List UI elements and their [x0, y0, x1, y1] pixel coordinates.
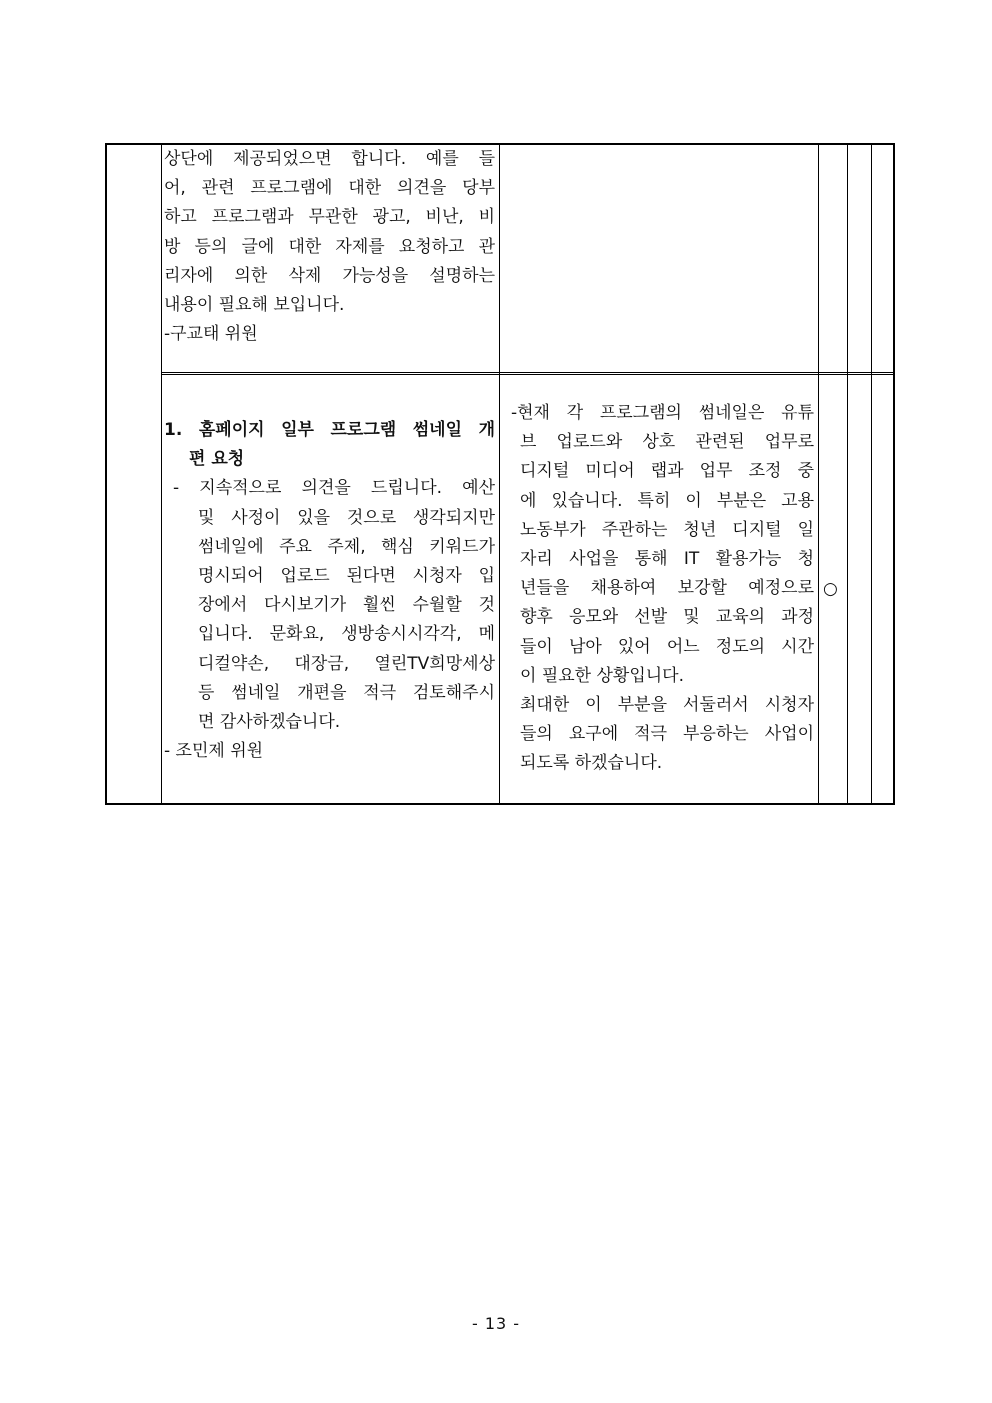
opinion-line: 장에서 다시보기가 훨씬 수월할 것 [198, 595, 495, 616]
response-line: 들이 남아 있어 어느 정도의 시간 [520, 636, 814, 657]
response-line: 들의 요구에 적극 부응하는 사업이 [520, 724, 814, 745]
opinion-line: 입니다. 문화요, 생방송시시각각, 메 [198, 624, 495, 645]
row2-response-cell [511, 399, 814, 779]
column-divider [847, 145, 848, 803]
opinion-line: 및 사정이 있을 것으로 생각되지만 [198, 507, 495, 528]
response-line: 자리 사업을 통해 IT 활용가능 청 [520, 549, 814, 570]
opinion-line: 방 등의 글에 대한 자제를 요청하고 관 [164, 236, 495, 257]
response-line: 년들을 채용하여 보강할 예정으로 [520, 578, 814, 599]
opinion-line: 내용이 필요해 보입니다. [164, 295, 345, 316]
response-line: 최대한 이 부분을 서둘러서 시청자 [520, 695, 814, 716]
row-divider [162, 372, 893, 373]
review-table [105, 143, 895, 805]
opinion-line: 명시되어 업로드 된다면 시청자 입 [198, 566, 495, 587]
opinion-line: 리자에 의한 삭제 가능성을 설명하는 [164, 265, 495, 286]
acceptance-mark: ○ [823, 579, 838, 599]
row2-opinion-cell [164, 416, 495, 766]
response-line: 브 업로드와 상호 관련된 업무로 [520, 432, 814, 453]
response-line: 향후 응모와 선발 및 교육의 과정 [520, 607, 814, 628]
response-line: 이 필요한 상황입니다. [520, 665, 685, 686]
response-line: 되도록 하겠습니다. [520, 753, 663, 774]
row-divider [162, 374, 893, 375]
response-line: -현재 각 프로그램의 썸네일은 유튜 [511, 403, 814, 423]
opinion-line: 등 썸네일 개편을 적극 검토해주시 [198, 682, 495, 703]
opinion-line: 하고 프로그램과 무관한 광고, 비난, 비 [164, 207, 495, 228]
opinion-line: 어, 관련 프로그램에 대한 의견을 당부 [164, 178, 495, 199]
response-line: 에 있습니다. 특히 이 부분은 고용 [520, 490, 814, 511]
column-divider [871, 145, 872, 803]
column-divider [818, 145, 819, 803]
committee-member: -구교태 위원 [164, 324, 258, 345]
opinion-line: - 지속적으로 의견을 드립니다. 예산 [173, 478, 495, 499]
opinion-line: 썸네일에 주요 주제, 핵심 키워드가 [198, 536, 495, 557]
opinion-line: 디컬약손, 대장금, 열린TV희망세상 [198, 653, 495, 674]
column-divider [161, 145, 162, 803]
opinion-line: 면 감사하겠습니다. [198, 712, 341, 733]
item-title-cont: 편 요청 [189, 449, 245, 470]
opinion-line: 상단에 제공되었으면 합니다. 예를 들 [164, 149, 495, 169]
item-title: 1. 홈페이지 일부 프로그램 썸네일 개 [164, 420, 495, 440]
response-line: 디지털 미디어 랩과 업무 조정 중 [520, 461, 814, 482]
response-line: 노동부가 주관하는 청년 디지털 일 [520, 519, 814, 540]
row1-opinion-cell [164, 145, 495, 349]
committee-member: - 조민제 위원 [164, 741, 264, 762]
column-divider [499, 145, 500, 803]
page-number: - 13 - [471, 1314, 521, 1333]
